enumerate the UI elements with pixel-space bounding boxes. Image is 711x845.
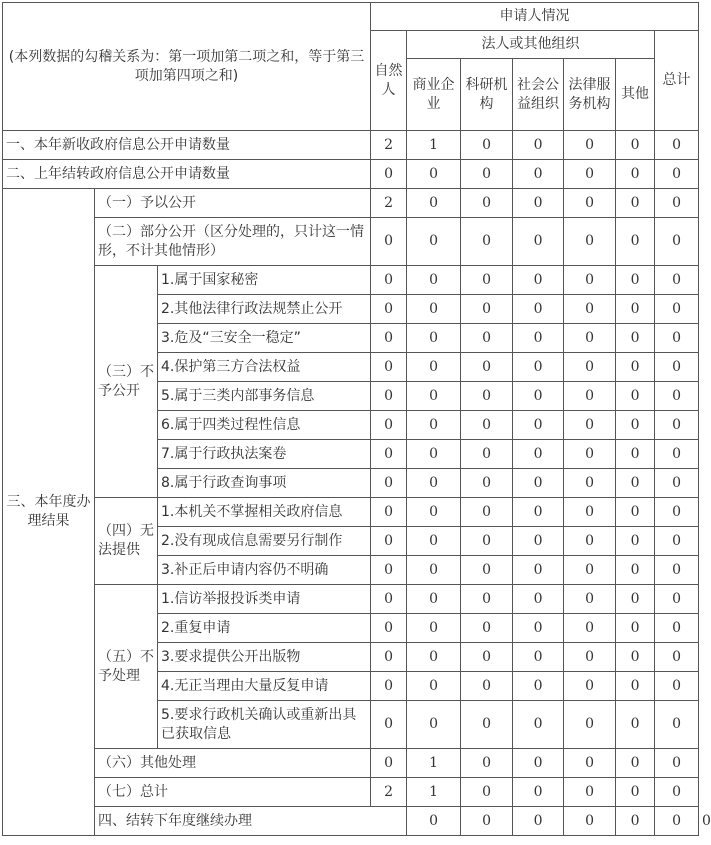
cell-value: 0 bbox=[564, 585, 616, 614]
cell-value: 0 bbox=[461, 353, 513, 382]
cell-value: 0 bbox=[655, 440, 699, 469]
cell-value: 0 bbox=[371, 469, 407, 498]
cell-value: 0 bbox=[564, 498, 616, 527]
cell-value: 0 bbox=[371, 672, 407, 701]
cell-value: 0 bbox=[655, 189, 699, 218]
cell-value: 0 bbox=[407, 643, 461, 672]
cell-value: 0 bbox=[461, 382, 513, 411]
cell-value: 0 bbox=[513, 160, 564, 189]
cell-value: 0 bbox=[655, 749, 699, 778]
row-label: 8.属于行政查询事项 bbox=[158, 469, 371, 498]
cell-value: 0 bbox=[461, 701, 513, 749]
cell-value: 0 bbox=[513, 353, 564, 382]
cell-value: 0 bbox=[513, 295, 564, 324]
row-label-r3-2: （二）部分公开（区分处理的，只计这一情形，不计其他情形） bbox=[95, 218, 371, 266]
cell-value: 0 bbox=[407, 701, 461, 749]
cell-value: 0 bbox=[513, 778, 564, 807]
cell-value: 0 bbox=[564, 440, 616, 469]
cell-value: 0 bbox=[371, 266, 407, 295]
row-label: 1.本机关不掌握相关政府信息 bbox=[158, 498, 371, 527]
cell-value: 0 bbox=[513, 131, 564, 160]
cell-value: 0 bbox=[655, 585, 699, 614]
cell-value: 0 bbox=[564, 353, 616, 382]
cell-value: 0 bbox=[513, 556, 564, 585]
cell-value: 0 bbox=[616, 469, 655, 498]
cell-value: 0 bbox=[407, 160, 461, 189]
cell-value: 0 bbox=[371, 324, 407, 353]
cell-value: 0 bbox=[513, 440, 564, 469]
row-label: 6.属于四类过程性信息 bbox=[158, 411, 371, 440]
cell-value: 0 bbox=[461, 324, 513, 353]
row-label: 1.属于国家秘密 bbox=[158, 266, 371, 295]
table-row: 四、结转下年度继续办理 0 0 0 0 0 0 0 bbox=[3, 807, 699, 836]
cell-value: 0 bbox=[513, 585, 564, 614]
cell-value: 0 bbox=[513, 382, 564, 411]
cell-value: 0 bbox=[655, 411, 699, 440]
cell-value: 0 bbox=[513, 469, 564, 498]
cell-value: 0 bbox=[616, 218, 655, 266]
group-label-g4: （四）无法提供 bbox=[95, 498, 158, 585]
cell-value: 0 bbox=[407, 189, 461, 218]
table-row bbox=[3, 160, 699, 189]
legal-service-header: 法律服务机构 bbox=[564, 59, 616, 131]
cell-value: 0 bbox=[655, 160, 699, 189]
cell-value: 0 bbox=[564, 672, 616, 701]
row-label: 4.无正当理由大量反复申请 bbox=[158, 672, 371, 701]
row-label: 5.属于三类内部事务信息 bbox=[158, 382, 371, 411]
cell-value: 0 bbox=[655, 672, 699, 701]
cell-value: 0 bbox=[371, 411, 407, 440]
cell-value: 0 bbox=[655, 643, 699, 672]
cell-value: 0 bbox=[407, 411, 461, 440]
table-row bbox=[3, 498, 699, 527]
cell-value: 0 bbox=[371, 440, 407, 469]
row-label: 7.属于行政执法案卷 bbox=[158, 440, 371, 469]
table-row bbox=[3, 189, 699, 218]
cell-value: 0 bbox=[655, 556, 699, 585]
cell-value: 0 bbox=[371, 585, 407, 614]
cell-value: 0 bbox=[407, 527, 461, 556]
cell-value: 2 bbox=[371, 189, 407, 218]
cell-value: 0 bbox=[655, 527, 699, 556]
cell-value: 0 bbox=[655, 778, 699, 807]
cell-value: 0 bbox=[564, 643, 616, 672]
cell-value: 0 bbox=[564, 160, 616, 189]
cell-value: 0 bbox=[513, 701, 564, 749]
research-header: 科研机构 bbox=[461, 59, 513, 131]
cell-value: 0 bbox=[371, 382, 407, 411]
cell-value: 0 bbox=[407, 266, 461, 295]
table-row bbox=[3, 218, 699, 266]
cell-value: 0 bbox=[655, 218, 699, 266]
cell-value: 0 bbox=[655, 353, 699, 382]
cell-value: 0 bbox=[616, 556, 655, 585]
cell-value: 0 bbox=[513, 672, 564, 701]
cell-value: 0 bbox=[513, 498, 564, 527]
cell-value: 0 bbox=[655, 701, 699, 749]
government-info-disclosure-table bbox=[2, 2, 711, 836]
row-label: 3.要求提供公开出版物 bbox=[158, 643, 371, 672]
header-row-1 bbox=[3, 3, 699, 31]
cell-value: 0 bbox=[616, 382, 655, 411]
cell-value: 0 bbox=[564, 614, 616, 643]
cell-value: 0 bbox=[461, 556, 513, 585]
cell-value: 0 bbox=[371, 749, 407, 778]
cell-value: 0 bbox=[371, 160, 407, 189]
cell-value: 0 bbox=[655, 807, 699, 836]
cell-value: 0 bbox=[564, 469, 616, 498]
row-label: 3.补正后申请内容仍不明确 bbox=[158, 556, 371, 585]
cell-value: 0 bbox=[461, 778, 513, 807]
cell-value: 0 bbox=[461, 218, 513, 266]
cell-value: 0 bbox=[513, 266, 564, 295]
row-label: 5.要求行政机关确认或重新出具已获取信息 bbox=[158, 701, 371, 749]
social-header: 社会公益组织 bbox=[513, 59, 564, 131]
cell-value: 0 bbox=[616, 160, 655, 189]
cell-value: 0 bbox=[407, 556, 461, 585]
other-header: 其他 bbox=[616, 59, 655, 131]
cell-value: 0 bbox=[564, 778, 616, 807]
cell-value: 0 bbox=[616, 749, 655, 778]
cell-value: 0 bbox=[564, 556, 616, 585]
cell-value: 0 bbox=[461, 440, 513, 469]
cell-value: 0 bbox=[655, 614, 699, 643]
table-row bbox=[3, 266, 699, 295]
row-label: 1.信访举报投诉类申请 bbox=[158, 585, 371, 614]
commercial-header: 商业企业 bbox=[407, 59, 461, 131]
row-label: 2.没有现成信息需要另行制作 bbox=[158, 527, 371, 556]
cell-value: 0 bbox=[513, 749, 564, 778]
cell-value: 0 bbox=[564, 382, 616, 411]
cell-value: 0 bbox=[513, 807, 564, 836]
cell-value: 0 bbox=[461, 672, 513, 701]
cell-value: 0 bbox=[655, 382, 699, 411]
cell-value: 1 bbox=[407, 778, 461, 807]
cell-value: 0 bbox=[461, 527, 513, 556]
cell-value: 0 bbox=[655, 498, 699, 527]
cell-value: 0 bbox=[655, 266, 699, 295]
legal-group-header: 法人或其他组织 bbox=[407, 31, 655, 59]
cell-value: 0 bbox=[513, 411, 564, 440]
row-label: 2.其他法律行政法规禁止公开 bbox=[158, 295, 371, 324]
cell-value: 0 bbox=[461, 469, 513, 498]
cell-value: 2 bbox=[371, 131, 407, 160]
cell-value: 0 bbox=[616, 295, 655, 324]
cell-value: 0 bbox=[655, 295, 699, 324]
cell-value: 0 bbox=[616, 643, 655, 672]
cell-value: 0 bbox=[461, 585, 513, 614]
cell-value: 0 bbox=[407, 498, 461, 527]
applicant-header: 申请人情况 bbox=[371, 3, 699, 31]
cell-value: 0 bbox=[616, 701, 655, 749]
cell-value: 0 bbox=[407, 324, 461, 353]
cell-value: 0 bbox=[407, 807, 461, 836]
group-label-g3: （三）不予公开 bbox=[95, 266, 158, 498]
cell-value: 0 bbox=[616, 614, 655, 643]
cell-value: 0 bbox=[461, 411, 513, 440]
cell-value: 0 bbox=[407, 614, 461, 643]
cell-value: 0 bbox=[616, 778, 655, 807]
row-label: 3.危及“三安全一稳定” bbox=[158, 324, 371, 353]
cell-value: 0 bbox=[461, 189, 513, 218]
table-row bbox=[3, 778, 699, 807]
table-row bbox=[3, 585, 699, 614]
cell-value: 0 bbox=[564, 189, 616, 218]
cell-value: 1 bbox=[407, 749, 461, 778]
cell-value: 0 bbox=[371, 295, 407, 324]
cell-value: 0 bbox=[513, 324, 564, 353]
cell-value: 0 bbox=[371, 556, 407, 585]
cell-value: 0 bbox=[461, 266, 513, 295]
row-label: 4.保护第三方合法权益 bbox=[158, 353, 371, 382]
cell-value: 0 bbox=[616, 440, 655, 469]
cell-value: 0 bbox=[564, 749, 616, 778]
cell-value: 0 bbox=[407, 469, 461, 498]
natural-person-header: 自然人 bbox=[371, 31, 407, 131]
cell-value: 0 bbox=[407, 382, 461, 411]
cell-value: 0 bbox=[616, 266, 655, 295]
cell-value: 0 bbox=[616, 498, 655, 527]
cell-value: 0 bbox=[564, 411, 616, 440]
cell-value: 0 bbox=[616, 324, 655, 353]
cell-value: 0 bbox=[616, 189, 655, 218]
cell-value: 0 bbox=[616, 672, 655, 701]
total-header: 总计 bbox=[655, 31, 699, 131]
cell-value: 0 bbox=[461, 295, 513, 324]
cell-value: 0 bbox=[371, 614, 407, 643]
cell-value: 0 bbox=[461, 749, 513, 778]
cell-value: 0 bbox=[513, 189, 564, 218]
cell-value: 1 bbox=[407, 131, 461, 160]
row-label-r1: 一、本年新收政府信息公开申请数量 bbox=[3, 131, 371, 160]
cell-value: 0 bbox=[616, 585, 655, 614]
row-label: 2.重复申请 bbox=[158, 614, 371, 643]
cell-value: 0 bbox=[513, 218, 564, 266]
cell-value: 0 bbox=[564, 807, 616, 836]
row-label-r2: 二、上年结转政府信息公开申请数量 bbox=[3, 160, 371, 189]
cell-value: 0 bbox=[513, 643, 564, 672]
group-label-g5: （五）不予处理 bbox=[95, 585, 158, 749]
cell-value: 0 bbox=[371, 218, 407, 266]
cell-value: 0 bbox=[564, 701, 616, 749]
cell-value: 0 bbox=[407, 218, 461, 266]
cell-value: 0 bbox=[461, 131, 513, 160]
cell-value: 0 bbox=[616, 131, 655, 160]
cell-value: 0 bbox=[371, 353, 407, 382]
cell-value: 0 bbox=[564, 218, 616, 266]
row-label-r3-6: （六）其他处理 bbox=[95, 749, 371, 778]
table-row bbox=[3, 749, 699, 778]
cell-value: 0 bbox=[371, 498, 407, 527]
cell-value: 0 bbox=[564, 266, 616, 295]
cell-value: 0 bbox=[564, 131, 616, 160]
cell-value: 0 bbox=[407, 672, 461, 701]
row-label-r3-7: （七）总计 bbox=[95, 778, 371, 807]
cell-value: 0 bbox=[371, 527, 407, 556]
cell-value: 0 bbox=[655, 324, 699, 353]
cell-value: 0 bbox=[461, 498, 513, 527]
cell-value: 0 bbox=[564, 295, 616, 324]
cell-value: 0 bbox=[371, 643, 407, 672]
cell-value: 0 bbox=[461, 807, 513, 836]
cell-value: 0 bbox=[513, 614, 564, 643]
cell-value: 0 bbox=[616, 411, 655, 440]
cell-value: 0 bbox=[461, 643, 513, 672]
cell-value: 0 bbox=[407, 440, 461, 469]
cell-value: 2 bbox=[371, 778, 407, 807]
table-note: (本列数据的勾稽关系为：第一项加第二项之和，等于第三项加第四项之和) bbox=[3, 3, 371, 131]
cell-value: 0 bbox=[407, 353, 461, 382]
cell-value: 0 bbox=[564, 324, 616, 353]
cell-value: 0 bbox=[461, 160, 513, 189]
cell-value: 0 bbox=[513, 527, 564, 556]
cell-value: 0 bbox=[407, 295, 461, 324]
cell-value: 0 bbox=[655, 131, 699, 160]
row-label-r3-1: （一）予以公开 bbox=[95, 189, 371, 218]
cell-value: 0 bbox=[407, 585, 461, 614]
section-3-label: 三、本年度办理结果 bbox=[3, 189, 95, 836]
cell-value: 0 bbox=[371, 701, 407, 749]
cell-value: 0 bbox=[564, 527, 616, 556]
cell-value: 0 bbox=[616, 527, 655, 556]
row-label-r4: 四、结转下年度继续办理 bbox=[95, 807, 407, 836]
table-row bbox=[3, 131, 699, 160]
cell-value: 0 bbox=[655, 469, 699, 498]
cell-value: 0 bbox=[616, 807, 655, 836]
cell-value: 0 bbox=[616, 353, 655, 382]
cell-value: 0 bbox=[461, 614, 513, 643]
